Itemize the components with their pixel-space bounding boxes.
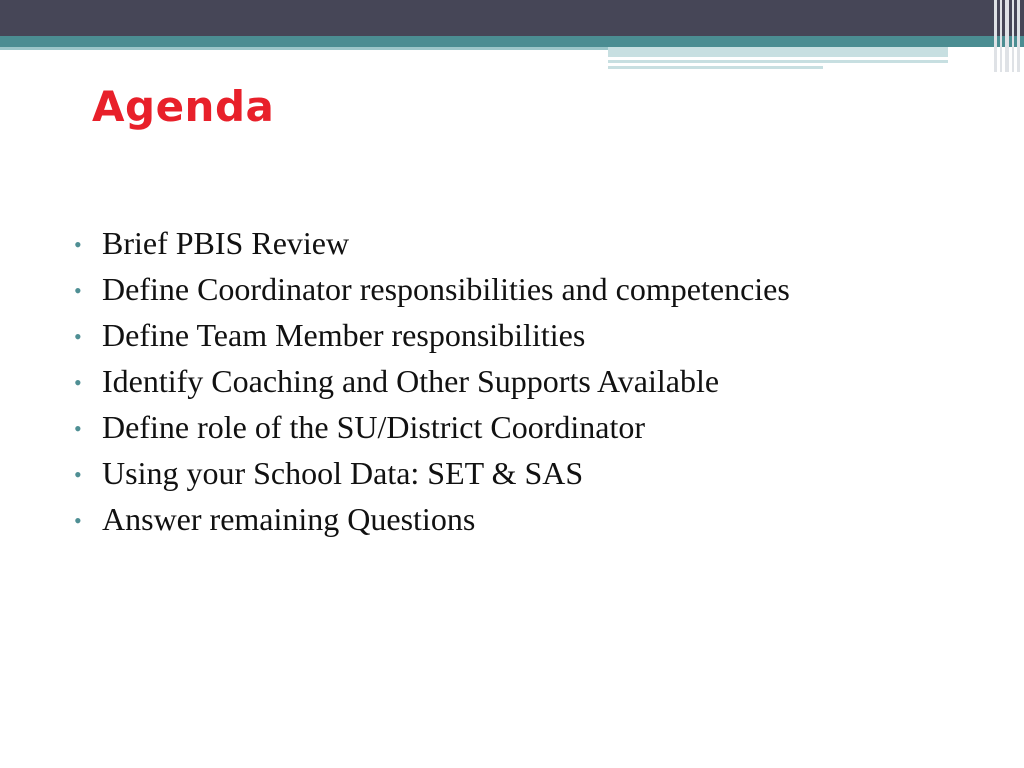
agenda-item — [74, 454, 934, 493]
agenda-item-text: Define role of the SU/District Coordinator — [102, 409, 645, 445]
bullet-icon: • — [74, 278, 82, 303]
agenda-item-text: Answer remaining Questions — [102, 501, 476, 537]
agenda-item — [74, 362, 934, 401]
header-band-dark — [0, 0, 1024, 36]
header-accent-line-short — [608, 66, 823, 69]
header-vertical-stripes — [992, 0, 1024, 72]
bullet-icon: • — [74, 462, 82, 487]
agenda-item-text: Brief PBIS Review — [102, 225, 350, 261]
agenda-item — [74, 500, 934, 539]
agenda-item — [74, 224, 934, 263]
agenda-item-text: Using your School Data: SET & SAS — [102, 455, 584, 491]
agenda-item-text: Identify Coaching and Other Supports Available — [102, 363, 720, 399]
slide-title: Agenda — [92, 82, 275, 131]
agenda-item-text: Define Coordinator responsibilities and competencies — [102, 271, 790, 307]
header-accent-line — [608, 60, 948, 63]
bullet-icon: • — [74, 370, 82, 395]
bullet-icon: • — [74, 416, 82, 441]
header-band-teal-light — [0, 47, 608, 50]
header-accent-block — [608, 47, 948, 57]
agenda-item — [74, 270, 934, 309]
bullet-icon: • — [74, 508, 82, 533]
bullet-icon: • — [74, 324, 82, 349]
agenda-item-text: Define Team Member responsibilities — [102, 317, 586, 353]
agenda-item — [74, 408, 934, 447]
header-band-teal — [0, 36, 1024, 47]
bullet-icon: • — [74, 232, 82, 257]
agenda-list — [74, 224, 934, 546]
agenda-item — [74, 316, 934, 355]
